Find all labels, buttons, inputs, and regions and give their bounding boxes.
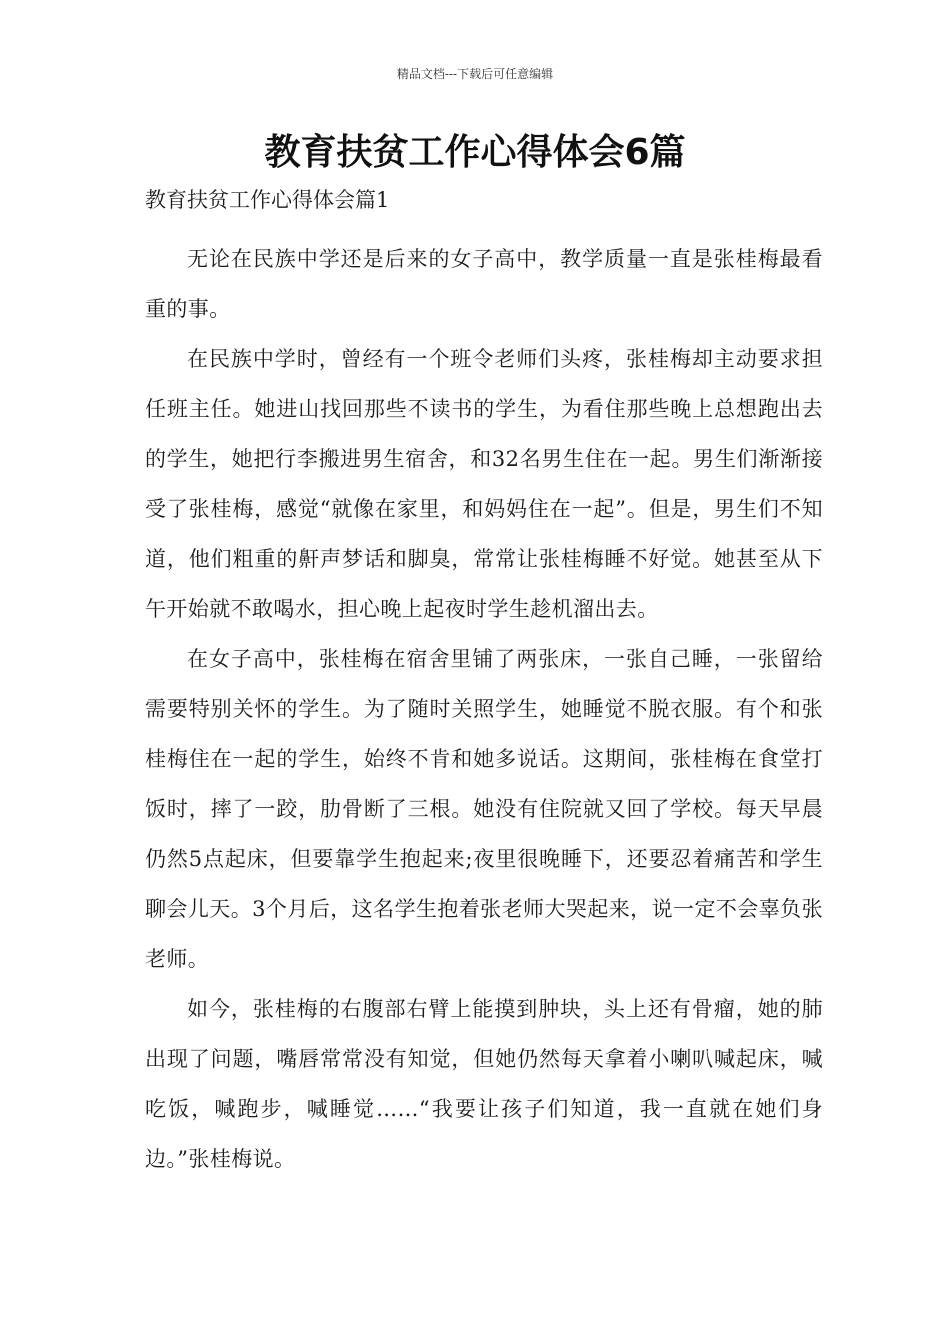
page-header-note: 精品文档---下载后可任意编辑 [396,67,554,81]
paragraph-3: 在女子高中，张桂梅在宿舍里铺了两张床，一张自己睡，一张留给需要特别关怀的学生。为了随时关照学生，她睡觉不脱衣服。有个和张桂梅住在一起的学生，始终不肯和她多说话。这期间，张桂梅在食堂打饭时，摔了一跤，肋骨断了三根。她没有住院就又回了学校。每天早晨仍然5点起床，但要靠学生抱起来;夜里很晚睡下，还要忍着痛苦和学生聊会儿天。3个月后，这名学生抱着张老师大哭起来，说一定不会辜负张老师。 [145,647,823,971]
paragraph-1: 无论在民族中学还是后来的女子高中，教学质量一直是张桂梅最看重的事。 [145,247,823,321]
paragraph-2: 在民族中学时，曾经有一个班令老师们头疼，张桂梅却主动要求担任班主任。她进山找回那些不读书的学生，为看住那些晚上总想跑出去的学生，她把行李搬进男生宿舍，和32名男生住在一起。男生们渐渐接受了张桂梅，感觉“就像在家里，和妈妈住在一起”。但是，男生们不知道，他们粗重的鼾声梦话和脚臭，常常让张桂梅睡不好觉。她甚至从下午开始就不敢喝水，担心晚上起夜时学生趁机溜出去。 [145,347,823,621]
document-body [145,184,823,1184]
section-heading: 教育扶贫工作心得体会篇1 [145,188,390,212]
paragraph-4: 如今，张桂梅的右腹部右臂上能摸到肿块，头上还有骨瘤，她的肺出现了问题，嘴唇常常没有知觉，但她仍然每天拿着小喇叭喊起床，喊吃饭，喊跑步，喊睡觉……“我要让孩子们知道，我一直就在她们身边。”张桂梅说。 [145,997,823,1171]
document-title: 教育扶贫工作心得体会6篇 [264,132,686,173]
